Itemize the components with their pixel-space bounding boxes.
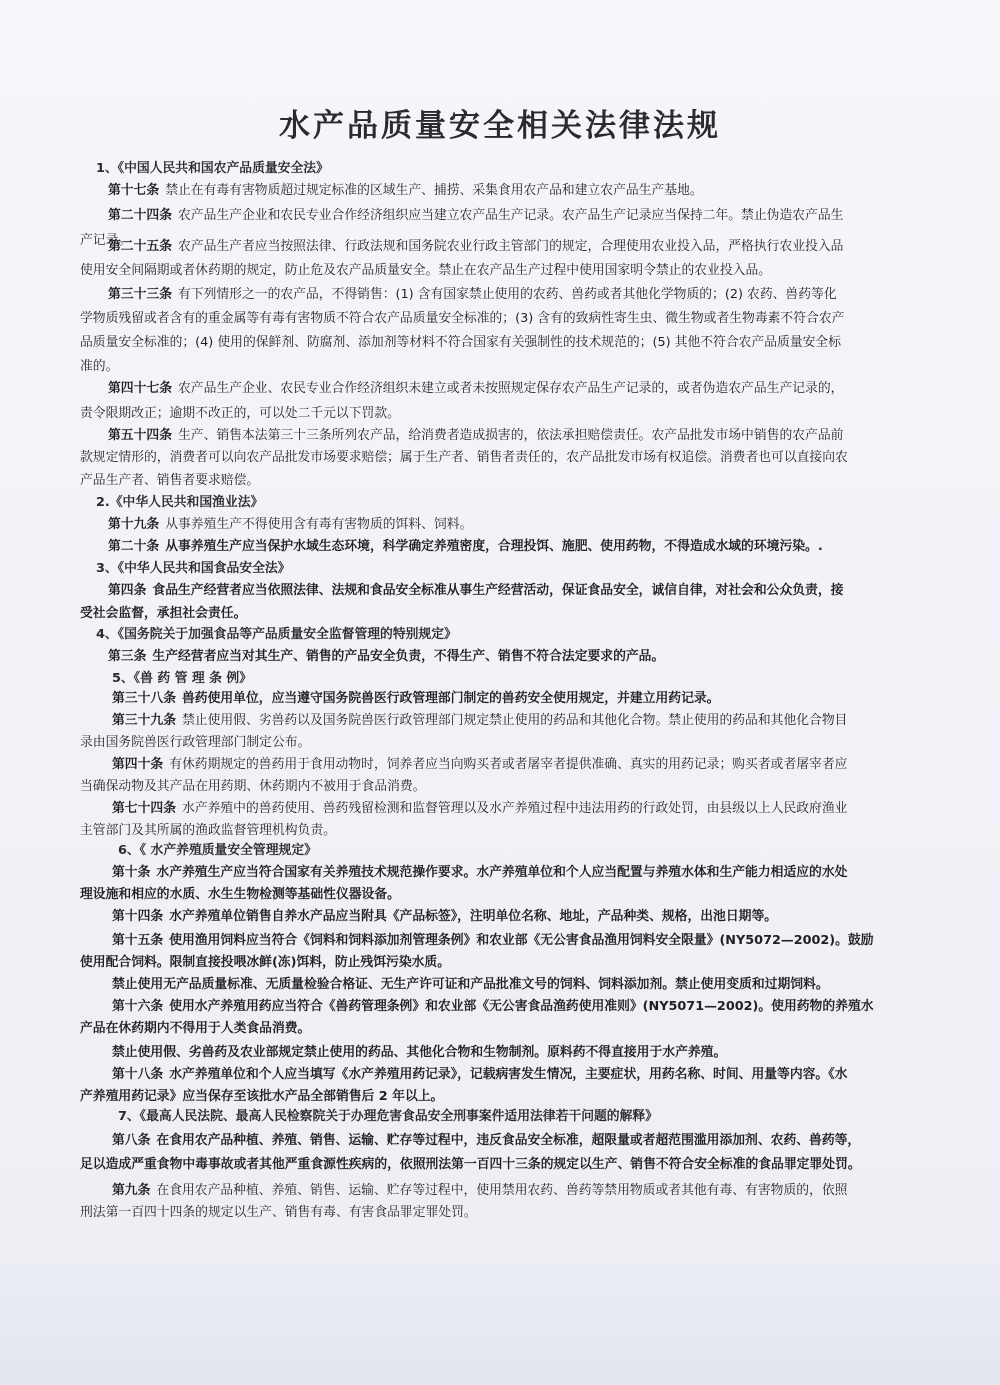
- article-17: [108, 182, 703, 200]
- section-heading-7: 7、《最高人民法院、最高人民检察院关于办理危害食品安全刑事案件适用法律若干问题的解释》: [118, 1109, 658, 1124]
- article-label: 第四十七条: [108, 381, 172, 396]
- article-text: 有休药期规定的兽药用于食用动物时，饲养者应当向购买者或者屠宰者提供准确、真实的用药记录；购买者或者屠宰者应: [169, 757, 848, 772]
- article-4: [108, 582, 843, 600]
- article-label: 第二十五条: [108, 239, 172, 254]
- article-text: 农产品生产企业和农民专业合作经济组织应当建立农产品生产记录。农产品生产记录应当保持二年。禁止伪造农产品生: [177, 208, 844, 223]
- article-74: [112, 800, 847, 818]
- article-8: [112, 1132, 860, 1150]
- article-label: 第十五条: [112, 933, 164, 948]
- article-8-cont: 足以造成严重食物中毒事故或者其他严重食源性疾病的，依照刑法第一百四十三条的规定以生产、销售不符合安全标准的食品罪定罪处罚。: [80, 1157, 861, 1172]
- section-heading-5: 5、《兽 药 管 理 条 例》: [112, 671, 252, 686]
- article-text: 有下列情形之一的农产品，不得销售：(1) 含有国家禁止使用的农药、兽药或者其他化学物质的；(2) 农药、兽药等化: [177, 287, 837, 302]
- article-4-cont: 受社会监督，承担社会责任。: [80, 606, 247, 621]
- article-33-cont-3: 准的。: [80, 359, 119, 374]
- article-text: 水产养殖单位销售自养水产品应当附具《产品标签》，注明单位名称、地址，产品种类、规格，出池日期等。: [169, 909, 778, 924]
- article-25: [108, 238, 843, 256]
- section-heading-2: 2.《中华人民共和国渔业法》: [96, 495, 264, 510]
- section-heading-1: 1、《中国人民共和国农产品质量安全法》: [96, 161, 329, 176]
- article-text: 从事养殖生产应当保护水域生态环境，科学确定养殖密度，合理投饵、施肥、使用药物，不得造成水域的环境污染。.: [165, 539, 823, 554]
- article-3: [108, 648, 664, 666]
- article-40-cont: 当确保动物及其产品在用药期、休药期内不被用于食品消费。: [80, 779, 426, 794]
- paper-fold-shadow: [0, 1240, 1000, 1385]
- article-24-cont: 产记录。: [80, 233, 132, 248]
- article-15: [112, 932, 874, 950]
- document-title: 水产品质量安全相关法律法规: [279, 108, 721, 144]
- article-19: [108, 516, 472, 534]
- article-label: 第十四条: [112, 909, 164, 924]
- article-text: 水产养殖中的兽药使用、兽药残留检测和监督管理以及水产养殖过程中违法用药的行政处罚，由县级以上人民政府渔业: [181, 801, 848, 816]
- article-text: 在食用农产品种植、养殖、销售、运输、贮存等过程中，使用禁用农药、兽药等禁用物质或者其他有毒、有害物质的，依照: [156, 1183, 848, 1198]
- article-47: [108, 380, 843, 398]
- article-47-cont: 责令限期改正；逾期不改正的，可以处二千元以下罚款。: [80, 406, 400, 421]
- article-38: [112, 690, 719, 708]
- section-heading-6: 6、《 水产养殖质量安全管理规定》: [118, 843, 317, 858]
- article-text: 使用水产养殖用药应当符合《兽药管理条例》和农业部《无公害食品渔药使用准则》(NY5071—2002)。使用药物的养殖水: [169, 999, 874, 1014]
- section-heading-4: 4、《国务院关于加强食品等产品质量安全监督管理的特别规定》: [96, 627, 457, 642]
- section-heading-3: 3、《中华人民共和国食品安全法》: [96, 561, 291, 576]
- article-39-cont: 录由国务院兽医行政管理部门制定公布。: [80, 735, 311, 750]
- article-label: 第十六条: [112, 999, 164, 1014]
- article-label: 第十八条: [112, 1067, 164, 1082]
- article-54-cont-1: 款规定情形的，消费者可以向农产品批发市场要求赔偿；属于生产者、销售者责任的，农产品批发市场有权追偿。消费者也可以直接向农: [80, 450, 848, 465]
- article-54-cont-2: 产品生产者、销售者要求赔偿。: [80, 473, 260, 488]
- article-10-cont: 理设施和相应的水质、水生生物检测等基础性仪器设备。: [80, 887, 400, 902]
- article-label: 第八条: [112, 1133, 151, 1148]
- article-text: 农产品生产企业、农民专业合作经济组织未建立或者未按照规定保存农产品生产记录的，或者伪造农产品生产记录的，: [177, 381, 844, 396]
- article-15-cont: 使用配合饲料。限制直接投喂冰鲜(冻)饵料，防止残饵污染水质。: [80, 955, 451, 970]
- article-16: [112, 998, 874, 1016]
- article-label: 第四十条: [112, 757, 164, 772]
- article-label: 第三十三条: [108, 287, 172, 302]
- article-14: [112, 908, 777, 926]
- article-text: 禁止在有毒有害物质超过规定标准的区域生产、捕捞、采集食用农产品和建立农产品生产基地。: [165, 183, 703, 198]
- article-33-cont-2: 品质量安全标准的；(4) 使用的保鲜剂、防腐剂、添加剂等材料不符合国家有关强制性的技术规范的；(5) 其他不符合农产品质量安全标: [80, 335, 842, 350]
- article-39: [112, 712, 847, 730]
- article-33-cont-1: 学物质残留或者含有的重金属等有毒有害物质不符合农产品质量安全标准的；(3) 含有的致病性寄生虫、微生物或者生物毒素不符合农产: [80, 311, 845, 326]
- article-text: 在食用农产品种植、养殖、销售、运输、贮存等过程中，违反食品安全标准，超限量或者超范围滥用添加剂、农药、兽药等，: [156, 1133, 861, 1148]
- article-label: 第五十四条: [108, 428, 172, 443]
- article-text: 农产品生产者应当按照法律、行政法规和国务院农业行政主管部门的规定，合理使用农业投入品，严格执行农业投入品: [177, 239, 844, 254]
- article-text: 水产养殖单位和个人应当填写《水产养殖用药记录》，记载病害发生情况，主要症状，用药名称、时间、用量等内容。《水: [169, 1067, 848, 1082]
- article-label: 第十九条: [108, 517, 160, 532]
- article-label: 第二十四条: [108, 208, 172, 223]
- article-text: 食品生产经营者应当依照法律、法规和食品安全标准从事生产经营活动，保证食品安全，诚信自律，对社会和公众负责，接: [152, 583, 844, 598]
- article-label: 第九条: [112, 1183, 151, 1198]
- article-25-cont: 使用安全间隔期或者休药期的规定，防止危及农产品质量安全。禁止在农产品生产过程中使用国家明令禁止的农业投入品。: [80, 263, 772, 278]
- article-18-cont: 产养殖用药记录》应当保存至该批水产品全部销售后 2 年以上。: [80, 1089, 444, 1104]
- article-label: 第四条: [108, 583, 147, 598]
- article-text: 从事养殖生产不得使用含有毒有害物质的饵料、饲料。: [165, 517, 473, 532]
- article-54: [108, 427, 843, 445]
- article-24: [108, 207, 843, 225]
- article-label: 第三十八条: [112, 691, 176, 706]
- article-33: [108, 286, 837, 304]
- article-label: 第十七条: [108, 183, 160, 198]
- article-9: [112, 1182, 847, 1200]
- article-label: 第二十条: [108, 539, 160, 554]
- article-label: 第七十四条: [112, 801, 176, 816]
- article-label: 第十条: [112, 865, 151, 880]
- article-text: 禁止使用假、劣兽药以及国务院兽医行政管理部门规定禁止使用的药品和其他化合物。禁止使用的药品和其他化合物目: [181, 713, 848, 728]
- article-label: 第三条: [108, 649, 147, 664]
- article-40: [112, 756, 847, 774]
- article-10: [112, 864, 847, 882]
- article-text: 生产经营者应当对其生产、销售的产品安全负责，不得生产、销售不符合法定要求的产品。: [152, 649, 665, 664]
- article-text: 使用渔用饲料应当符合《饲料和饲料添加剂管理条例》和农业部《无公害食品渔用饲料安全限量》(NY5072—2002)。鼓励: [169, 933, 874, 948]
- article-text: 生产、销售本法第三十三条所列农产品，给消费者造成损害的，依法承担赔偿责任。农产品批发市场中销售的农产品前: [177, 428, 844, 443]
- article-9-cont: 刑法第一百四十四条的规定以生产、销售有毒、有害食品罪定罪处罚。: [80, 1205, 477, 1220]
- drug-ban-paragraph: 禁止使用假、劣兽药及农业部规定禁止使用的药品、其他化合物和生物制剂。原料药不得直接用于水产养殖。: [112, 1045, 727, 1060]
- article-16-cont: 产品在休药期内不得用于人类食品消费。: [80, 1021, 311, 1036]
- article-74-cont: 主管部门及其所属的渔政监督管理机构负责。: [80, 823, 336, 838]
- feed-ban-paragraph: 禁止使用无产品质量标准、无质量检验合格证、无生产许可证和产品批准文号的饲料、饲料添加剂。禁止使用变质和过期饲料。: [112, 977, 829, 992]
- article-label: 第三十九条: [112, 713, 176, 728]
- article-20: [108, 538, 823, 556]
- article-text: 兽药使用单位，应当遵守国务院兽医行政管理部门制定的兽药安全使用规定，并建立用药记录。: [181, 691, 720, 706]
- article-18: [112, 1066, 847, 1084]
- article-text: 水产养殖生产应当符合国家有关养殖技术规范操作要求。水产养殖单位和个人应当配置与养殖水体和生产能力相适应的水处: [156, 865, 848, 880]
